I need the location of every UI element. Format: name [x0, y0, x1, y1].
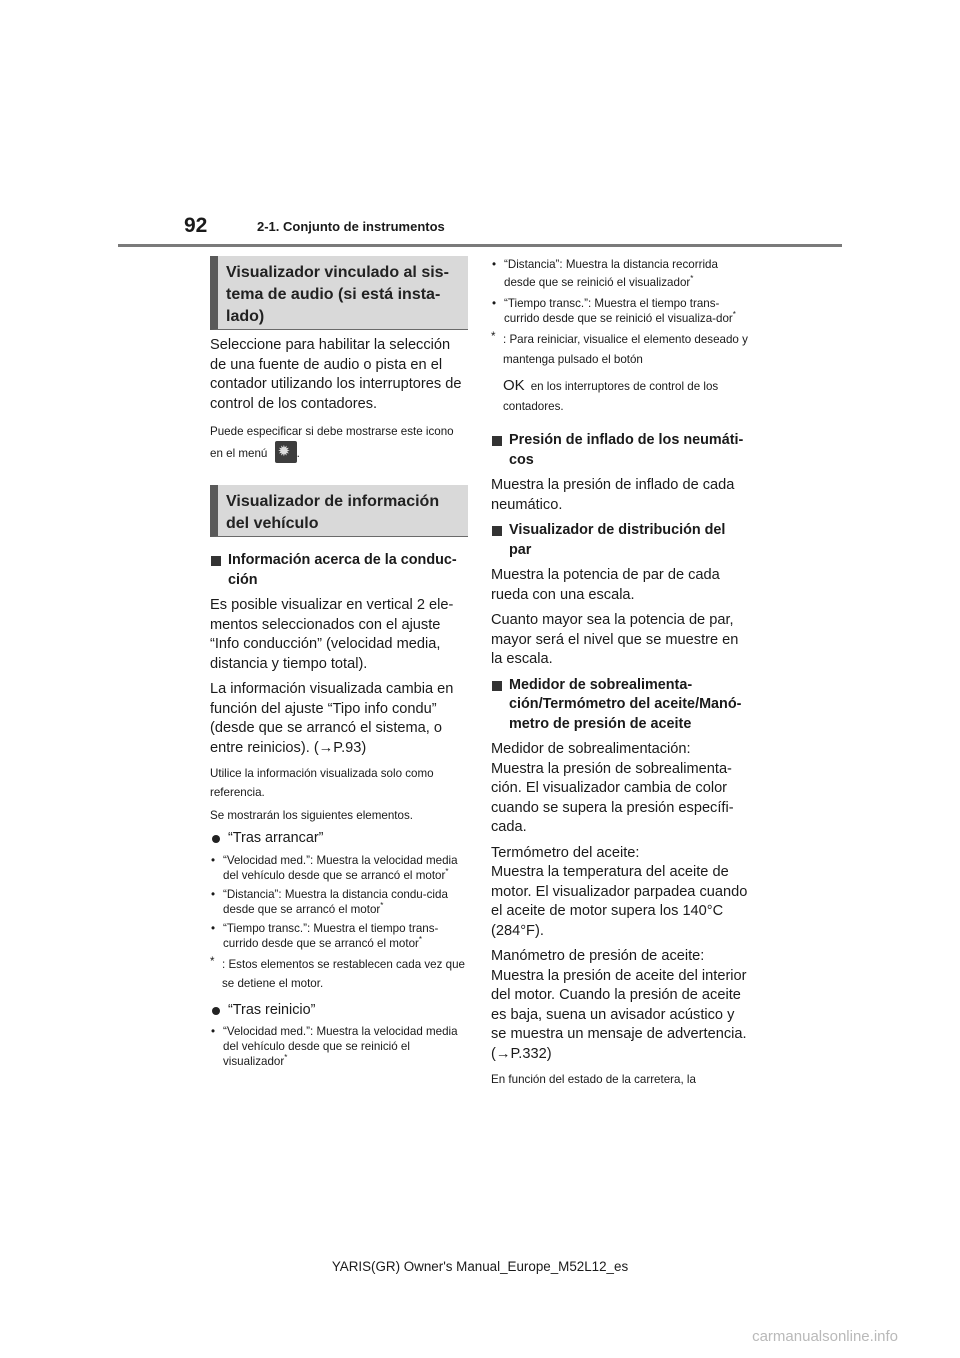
paragraph — [491, 740, 749, 838]
chapter-title: 2-1. Conjunto de instrumentos — [257, 219, 445, 234]
paragraph: Muestra la presión de inflado de cada neumático. — [491, 477, 735, 513]
paragraph: Cuanto mayor sea la potencia de par, mayor será el nivel que se muestre en la escala. — [491, 612, 739, 667]
note-end: . — [296, 447, 300, 460]
subsection-heading — [491, 521, 749, 560]
note — [210, 422, 468, 463]
right-column — [491, 256, 749, 1093]
gear-icon — [275, 441, 297, 463]
item-heading — [210, 829, 468, 849]
note: Utilice la información visualizada solo como referencia. — [210, 767, 434, 799]
paragraph-lead: Termómetro del aceite: — [491, 844, 640, 861]
header-rule — [118, 244, 842, 247]
subsection-heading — [210, 551, 468, 590]
item-heading-label: “Tras arrancar” — [228, 830, 324, 846]
footnote: * : Para reiniciar, visualice el elemento deseado y mantenga pulsado el botón — [491, 330, 748, 366]
list-item: • “Distancia”: Muestra la distancia condu-cida desde que se arrancó el motor* — [211, 887, 448, 916]
dot-bullet-icon — [212, 1007, 220, 1015]
list-item: • “Tiempo transc.”: Muestra el tiempo trans-currido desde que se reinició el visualiza-dor* — [492, 297, 736, 325]
subsection-heading — [491, 431, 749, 470]
paragraph: Es posible visualizar en vertical 2 ele-mentos seleccionados con el ajuste “Info conducción” (velocidad media, distancia y tiempo total). — [210, 597, 454, 672]
dot-bullet-icon — [212, 835, 220, 843]
subsection-label: Medidor de sobrealimenta-ción/Termómetro del aceite/Manó-metro de presión de aceite — [509, 676, 742, 732]
list-item: • “Distancia”: Muestra la distancia recorrida desde que se reinició el visualizador* — [492, 258, 718, 289]
ok-button-icon: OK — [503, 377, 525, 394]
list-item-text: “Distancia”: Muestra la distancia recorrida desde que se reinició el visualizador — [504, 258, 718, 289]
left-column — [210, 256, 468, 1073]
subsection-label: Visualizador de distribución del par — [509, 522, 726, 558]
note-text: Puede especificar si debe mostrarse este icono en el menú — [210, 425, 454, 460]
section-heading-vehicle-info: Visualizador de información del vehículo — [210, 485, 468, 537]
subsection-label: Presión de inflado de los neumáti-cos — [509, 432, 744, 468]
footnote-text: en los interruptores de control de los contadores. — [503, 380, 719, 413]
paragraph — [491, 947, 749, 1064]
list-item: • “Velocidad med.”: Muestra la velocidad media del vehículo desde que se reinició el visualizador* — [211, 1025, 458, 1068]
page-number: 92 — [184, 214, 208, 237]
item-heading-label: “Tras reinicio” — [228, 1001, 316, 1018]
note: Se mostrarán los siguientes elementos. — [210, 809, 413, 822]
square-bullet-icon — [492, 436, 502, 446]
list-item: • “Velocidad med.”: Muestra la velocidad media del vehículo desde que se arrancó el motor* — [211, 853, 458, 882]
paragraph-lead: Medidor de sobrealimentación: — [491, 741, 691, 757]
paragraph-lead: Manómetro de presión de aceite: — [491, 948, 705, 964]
list-item: • “Tiempo transc.”: Muestra el tiempo trans-currido desde que se arrancó el motor* — [211, 921, 439, 950]
list-item-text: “Tiempo transc.”: Muestra el tiempo trans-currido desde que se arrancó el motor — [223, 921, 439, 950]
list-item-text: “Distancia”: Muestra la distancia condu-cida desde que se arrancó el motor — [223, 887, 448, 916]
square-bullet-icon — [211, 556, 221, 566]
footnote-continued — [491, 376, 749, 417]
paragraph — [491, 844, 749, 942]
note: En función del estado de la carretera, la — [491, 1073, 696, 1086]
subsection-heading — [491, 676, 749, 735]
footnote-text: : Para reiniciar, visualice el elemento deseado y mantenga pulsado el botón — [503, 333, 748, 366]
paragraph: Muestra la potencia de par de cada rueda con una escala. — [491, 567, 720, 603]
paragraph: Seleccione para habilitar la selección de una fuente de audio o pista en el contador utilizando los interruptores de control de los contadores. — [210, 337, 462, 412]
paragraph: La información visualizada cambia en función del ajuste “Tipo info condu” (desde que se arrancó el sistema, o entre reinicios). (→P.93) — [210, 681, 454, 756]
footnote: * : Estos elementos se restablecen cada vez que se detiene el motor. — [210, 954, 465, 990]
list-item-text: “Velocidad med.”: Muestra la velocidad media del vehículo desde que se reinició el visualizador — [223, 1025, 458, 1068]
square-bullet-icon — [492, 526, 502, 536]
item-heading — [210, 1001, 468, 1021]
footnote-text: : Estos elementos se restablecen cada vez que se detiene el motor. — [222, 957, 465, 990]
section-heading-audio: Visualizador vinculado al sis-tema de audio (si está insta-lado) — [210, 256, 468, 330]
paragraph-body: Muestra la presión de aceite del interior del motor. Cuando la presión de aceite es baja, suena un avisador acústico y se muestra un mensaje de advertencia. (→P.332) — [491, 967, 747, 1062]
subsection-label: Información acerca de la conduc-ción — [228, 552, 457, 588]
paragraph-body: Muestra la temperatura del aceite de motor. El visualizador parpadea cuando el aceite de motor supera los 140°C (284°F). — [491, 864, 748, 939]
watermark[interactable]: carmanualsonline.info — [752, 1328, 898, 1345]
paragraph-body: Muestra la presión de sobrealimenta-ción. El visualizador cambia de color cuando se supera la presión específi-cada. — [491, 760, 734, 835]
list-item-text: “Tiempo transc.”: Muestra el tiempo trans-currido desde que se reinició el visualiza-dor — [504, 297, 733, 325]
footer: YARIS(GR) Owner's Manual_Europe_M52L12_es — [331, 1259, 629, 1274]
square-bullet-icon — [492, 681, 502, 691]
list-item-text: “Velocidad med.”: Muestra la velocidad media del vehículo desde que se arrancó el motor — [223, 853, 458, 882]
